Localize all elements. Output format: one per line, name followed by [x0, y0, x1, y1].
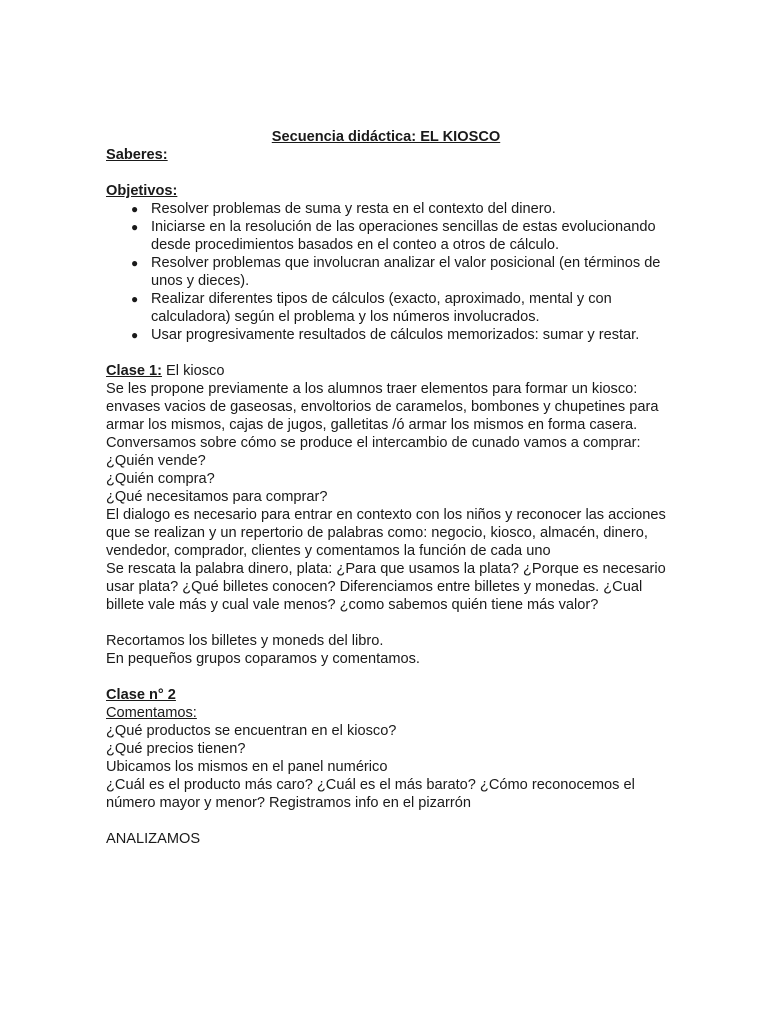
question-line: ¿Qué precios tienen? — [106, 741, 246, 757]
list-item-text: Resolver problemas que involucran analizar el valor posicional (en términos de unos y dieces). — [151, 255, 661, 289]
objetivos-heading: Objetivos: — [106, 183, 178, 199]
question-line: ¿Qué necesitamos para comprar? — [106, 489, 328, 505]
list-item — [106, 218, 666, 254]
list-item-text: Iniciarse en la resolución de las operaciones sencillas de estas evolucionando desde procedimientos basados en el conteo a otros de cálculo. — [151, 219, 656, 253]
clase1-subtitle: El kiosco — [161, 363, 225, 379]
bullet-icon: ● — [131, 202, 139, 216]
list-item — [106, 290, 666, 326]
clase1-heading: Clase 1: — [106, 363, 162, 379]
spacer — [106, 812, 666, 830]
bullet-icon: ● — [131, 292, 139, 306]
spacer — [106, 164, 666, 182]
document-title: Secuencia didáctica: EL KIOSCO — [271, 129, 501, 145]
list-item-text: Resolver problemas de suma y resta en el contexto del dinero. — [151, 201, 556, 217]
paragraph: Se les propone previamente a los alumnos traer elementos para formar un kiosco: envases vacios de gaseosas, envoltorios de caramelos, bombones y chupetines para armar los mismos, cajas de jugos, galletitas /ó armar los mismos en forma casera. — [106, 381, 659, 433]
list-item — [106, 326, 666, 344]
bullet-icon: ● — [131, 220, 139, 234]
question-line: ¿Qué productos se encuentran en el kiosco? — [106, 723, 397, 739]
objetivos-list — [106, 200, 666, 344]
clase1-heading-line — [106, 362, 666, 380]
paragraph: Recortamos los billetes y moneds del libro. — [106, 633, 384, 649]
list-item — [106, 200, 666, 218]
bullet-icon: ● — [131, 328, 139, 342]
paragraph: En pequeños grupos coparamos y comentamos. — [106, 651, 420, 667]
saberes-heading: Saberes: — [106, 147, 168, 163]
document-page — [106, 128, 666, 848]
spacer — [106, 344, 666, 362]
question-line: ¿Quién vende? — [106, 453, 206, 469]
analizamos-heading: ANALIZAMOS — [106, 831, 201, 847]
list-item — [106, 254, 666, 290]
paragraph: ¿Cuál es el producto más caro? ¿Cuál es el más barato? ¿Cómo reconocemos el número mayor y menor? Registramos info en el pizarrón — [106, 777, 635, 811]
paragraph: Ubicamos los mismos en el panel numérico — [106, 759, 388, 775]
bullet-icon: ● — [131, 256, 139, 270]
question-line: ¿Quién compra? — [106, 471, 215, 487]
paragraph: Se rescata la palabra dinero, plata: ¿Para que usamos la plata? ¿Porque es necesario usar plata? ¿Qué billetes conocen? Diferenciamos entre billetes y monedas. ¿Cual billete vale más y cual vale menos? ¿como sabemos quién tiene más valor? — [106, 561, 666, 613]
clase2-heading: Clase n° 2 — [106, 687, 176, 703]
spacer — [106, 614, 666, 632]
comentamos-label: Comentamos: — [106, 705, 197, 721]
spacer — [106, 668, 666, 686]
list-item-text: Realizar diferentes tipos de cálculos (exacto, aproximado, mental y con calculadora) según el problema y los números involucrados. — [151, 291, 612, 325]
paragraph: Conversamos sobre cómo se produce el intercambio de cunado vamos a comprar: — [106, 435, 641, 451]
paragraph: El dialogo es necesario para entrar en contexto con los niños y reconocer las acciones que se realizan y un repertorio de palabras como: negocio, kiosco, almacén, dinero, vendedor, comprador, clientes y comentamos la función de cada uno — [106, 507, 666, 559]
list-item-text: Usar progresivamente resultados de cálculos memorizados: sumar y restar. — [151, 327, 640, 343]
